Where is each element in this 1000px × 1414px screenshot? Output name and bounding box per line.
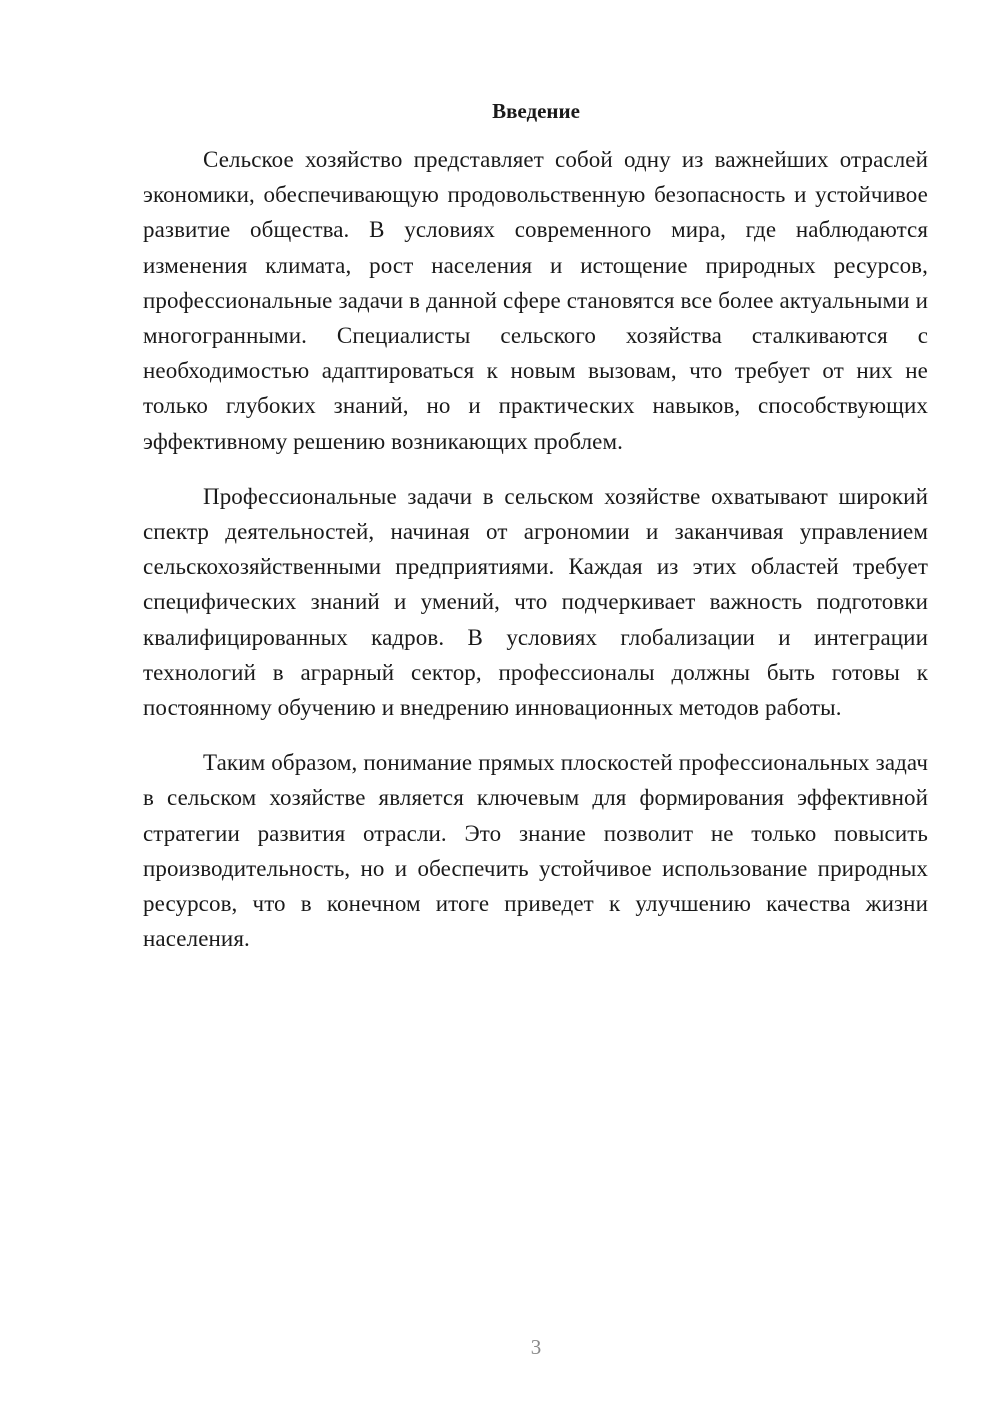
body-text — [143, 142, 928, 956]
page-number: 3 — [530, 1335, 542, 1359]
paragraph-1: Сельское хозяйство представляет собой одну из важнейших отраслей экономики, обеспечивающую продовольственную безопасность и устойчивое развитие общества. В условиях современного мира, где наблюдаются изменения климата, рост населения и истощение природных ресурсов, профессиональные задачи в данной сфере становятся все более актуальными и многогранными. Специалисты сельского хозяйства сталкиваются с необходимостью адаптироваться к новым вызовам, что требует от них не только глубоких знаний, но и практических навыков, способствующих эффективному решению возникающих проблем. — [143, 147, 928, 454]
section-title: Введение — [492, 99, 580, 123]
paragraph-3: Таким образом, понимание прямых плоскостей профессиональных задач в сельском хозяйстве является ключевым для формирования эффективной стратегии развития отрасли. Это знание позволит не только повысить производительность, но и обеспечить устойчивое использование природных ресурсов, что в конечном итоге приведет к улучшению качества жизни населения. — [143, 750, 928, 952]
paragraph-2: Профессиональные задачи в сельском хозяйстве охватывают широкий спектр деятельностей, начиная от агрономии и заканчивая управлением сельскохозяйственными предприятиями. Каждая из этих областей требует специфических знаний и умений, что подчеркивает важность подготовки квалифицированных кадров. В условиях глобализации и интеграции технологий в аграрный сектор, профессионалы должны быть готовы к постоянному обучению и внедрению инновационных методов работы. — [143, 483, 928, 721]
